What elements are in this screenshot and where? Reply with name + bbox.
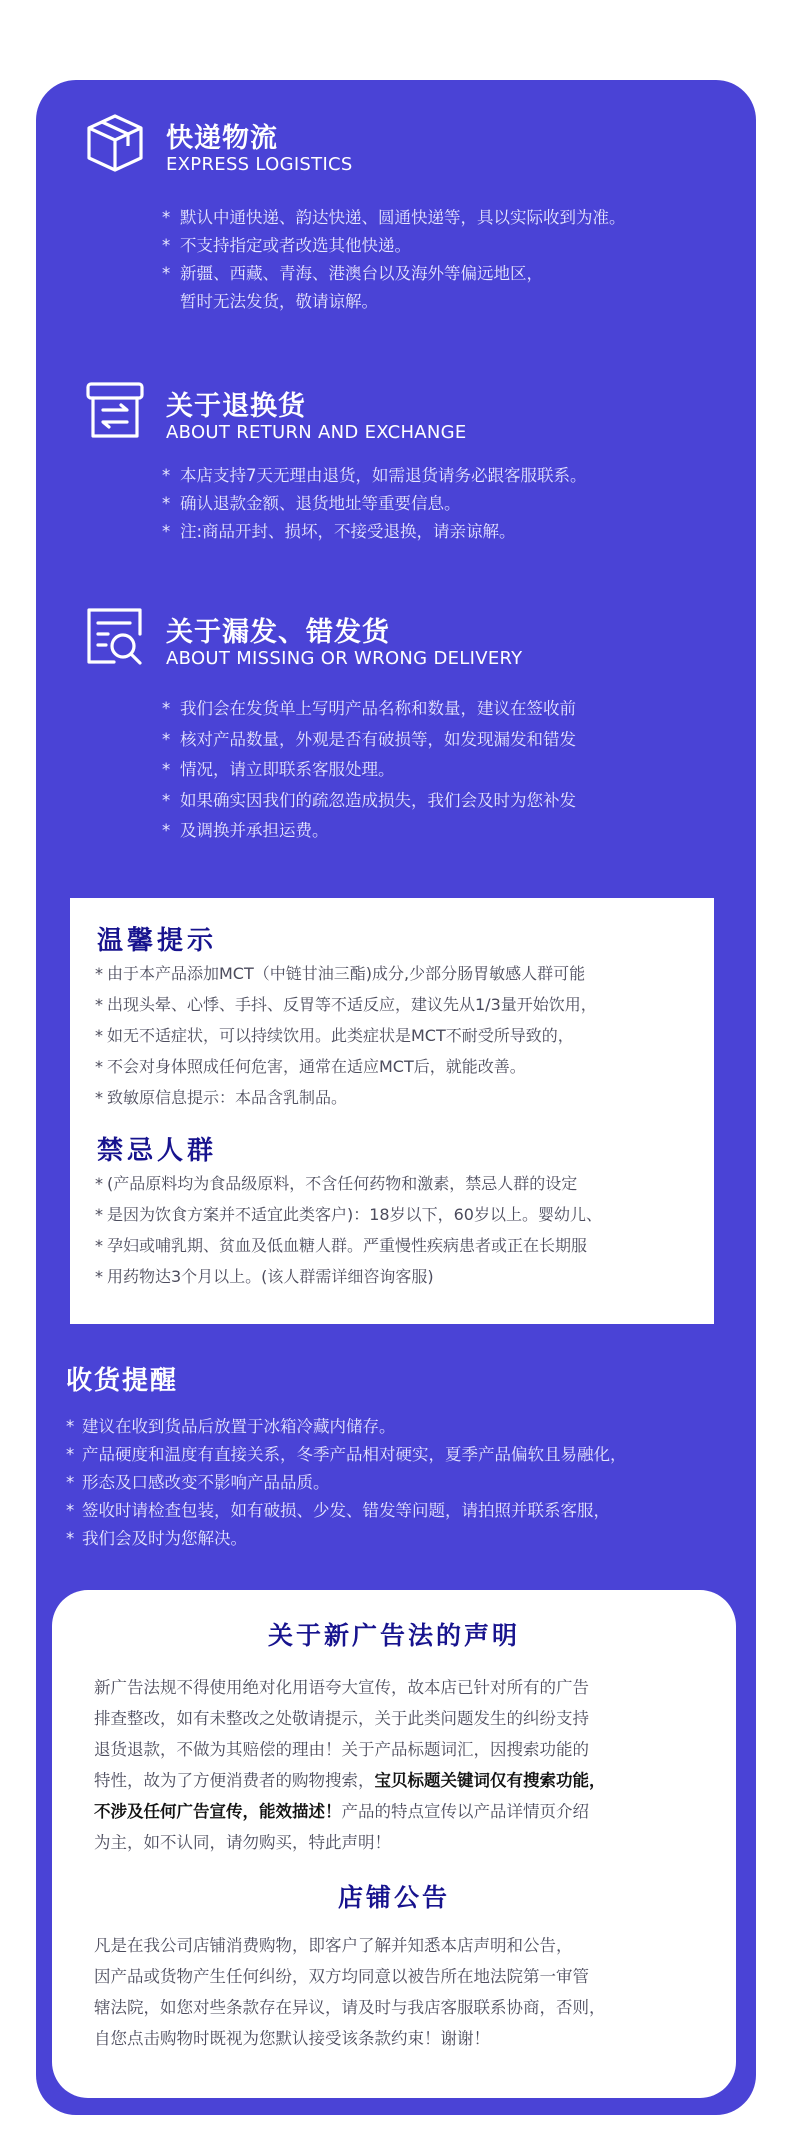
ad-law-title: 关于新广告法的声明	[267, 1621, 520, 1650]
text-line: 辖法院，如您对些条款存在异议，请及时与我店客服联系协商，否则，	[94, 1998, 606, 2017]
missing-title: 关于漏发、错发货	[166, 617, 390, 648]
list-item: * 致敏原信息提示：本品含乳制品。	[95, 1082, 597, 1113]
list-item: * 由于本产品添加MCT（中链甘油三酯)成分,少部分肠胃敏感人群可能	[95, 958, 597, 989]
list-item: * 我们会在发货单上写明产品名称和数量，建议在签收前	[162, 694, 576, 725]
missing-subtitle: ABOUT MISSING OR WRONG DELIVERY	[166, 648, 523, 669]
bold-text: 宝贝标题关键词仅有搜索功能，	[374, 1771, 606, 1790]
statement-box	[52, 1590, 736, 2098]
list-item: * 核对产品数量，外观是否有破损等，如发现漏发和错发	[162, 725, 576, 756]
list-item: * 签收时请检查包装，如有破损、少发、错发等问题，请拍照并联系客服，	[66, 1497, 726, 1525]
text-line: 新广告法规不得使用绝对化用语夸大宣传，故本店已针对所有的广告	[94, 1678, 589, 1697]
warm-tips-box	[70, 898, 714, 1324]
list-item: * 用药物达3个月以上。(该人群需详细咨询客服)	[95, 1261, 602, 1292]
list-item: * 不会对身体照成任何危害，通常在适应MCT后，就能改善。	[95, 1051, 597, 1082]
list-item: * 默认中通快递、韵达快递、圆通快递等，具以实际收到为准。	[162, 204, 626, 232]
contraindication-list	[95, 1168, 602, 1292]
list-item: * 我们会及时为您解决。	[66, 1525, 726, 1553]
shipping-list	[162, 204, 626, 316]
text-line: 自您点击购物时既视为您默认接受该条款约束！谢谢！	[94, 2029, 490, 2048]
list-item: 暂时无法发货，敬请谅解。	[180, 292, 378, 311]
list-item: * 如无不适症状，可以持续饮用。此类症状是MCT不耐受所导致的，	[95, 1020, 597, 1051]
receive-reminder-title: 收货提醒	[66, 1366, 179, 1396]
returns-subtitle: ABOUT RETURN AND EXCHANGE	[166, 422, 467, 443]
receive-reminder-list	[66, 1413, 726, 1553]
contraindication-title: 禁忌人群	[97, 1136, 218, 1166]
text-line	[94, 1765, 704, 1796]
document-search-icon	[84, 606, 146, 668]
text-line: 凡是在我公司店铺消费购物，即客户了解并知悉本店声明和公告，	[94, 1936, 573, 1955]
text-line	[94, 1796, 704, 1827]
list-item: * 确认退款金额、退货地址等重要信息。	[162, 490, 587, 518]
text-line: 退货退款，不做为其赔偿的理由！关于产品标题词汇，因搜索功能的	[94, 1740, 589, 1759]
list-item: * 本店支持7天无理由退货，如需退货请务必跟客服联系。	[162, 462, 587, 490]
store-notice-text	[94, 1930, 704, 2054]
shipping-subtitle: EXPRESS LOGISTICS	[166, 154, 353, 175]
text-line: 因产品或货物产生任何纠纷，双方均同意以被告所在地法院第一审管	[94, 1967, 589, 1986]
list-item: * (产品原料均为食品级原料，不含任何药物和激素，禁忌人群的设定	[95, 1168, 602, 1199]
returns-title: 关于退换货	[166, 391, 306, 422]
receive-reminder-section	[66, 1360, 726, 1553]
list-item: * 出现头晕、心悸、手抖、反胃等不适反应，建议先从1/3量开始饮用，	[95, 989, 597, 1020]
exchange-receipt-icon	[84, 380, 146, 442]
list-item: * 情况，请立即联系客服处理。	[162, 755, 576, 786]
package-box-icon	[84, 112, 146, 174]
text-segment: 产品的特点宣传以产品详情页介绍	[341, 1802, 589, 1821]
list-item: * 是因为饮食方案并不适宜此类客户)：18岁以下，60岁以上。婴幼儿、	[95, 1199, 602, 1230]
list-item: * 注:商品开封、损坏，不接受退换，请亲谅解。	[162, 518, 587, 546]
list-item: * 如果确实因我们的疏忽造成损失，我们会及时为您补发	[162, 786, 576, 817]
list-item: * 建议在收到货品后放置于冰箱冷藏内储存。	[66, 1413, 726, 1441]
warm-tips-list	[95, 958, 597, 1113]
list-item: * 形态及口感改变不影响产品品质。	[66, 1469, 726, 1497]
list-item: * 及调换并承担运费。	[162, 816, 576, 847]
warm-tips-title: 温馨提示	[97, 926, 218, 956]
shipping-title: 快递物流	[166, 123, 278, 154]
list-item: * 孕妇或哺乳期、贫血及低血糖人群。严重慢性疾病患者或正在长期服	[95, 1230, 602, 1261]
returns-list	[162, 462, 587, 546]
text-segment: 特性，故为了方便消费者的购物搜索，	[94, 1771, 375, 1790]
list-item: * 新疆、西藏、青海、港澳台以及海外等偏远地区，	[162, 260, 626, 288]
list-item: * 产品硬度和温度有直接关系，冬季产品相对硬实，夏季产品偏软且易融化，	[66, 1441, 726, 1469]
store-notice-title: 店铺公告	[337, 1883, 450, 1912]
ad-law-text	[94, 1672, 704, 1858]
bold-text: 不涉及任何广告宣传，能效描述！	[94, 1802, 342, 1821]
text-line: 排查整改，如有未整改之处敬请提示，关于此类问题发生的纠纷支持	[94, 1709, 589, 1728]
text-line: 为主，如不认同，请勿购买，特此声明！	[94, 1833, 391, 1852]
missing-list	[162, 694, 576, 847]
list-item: * 不支持指定或者改选其他快递。	[162, 232, 626, 260]
